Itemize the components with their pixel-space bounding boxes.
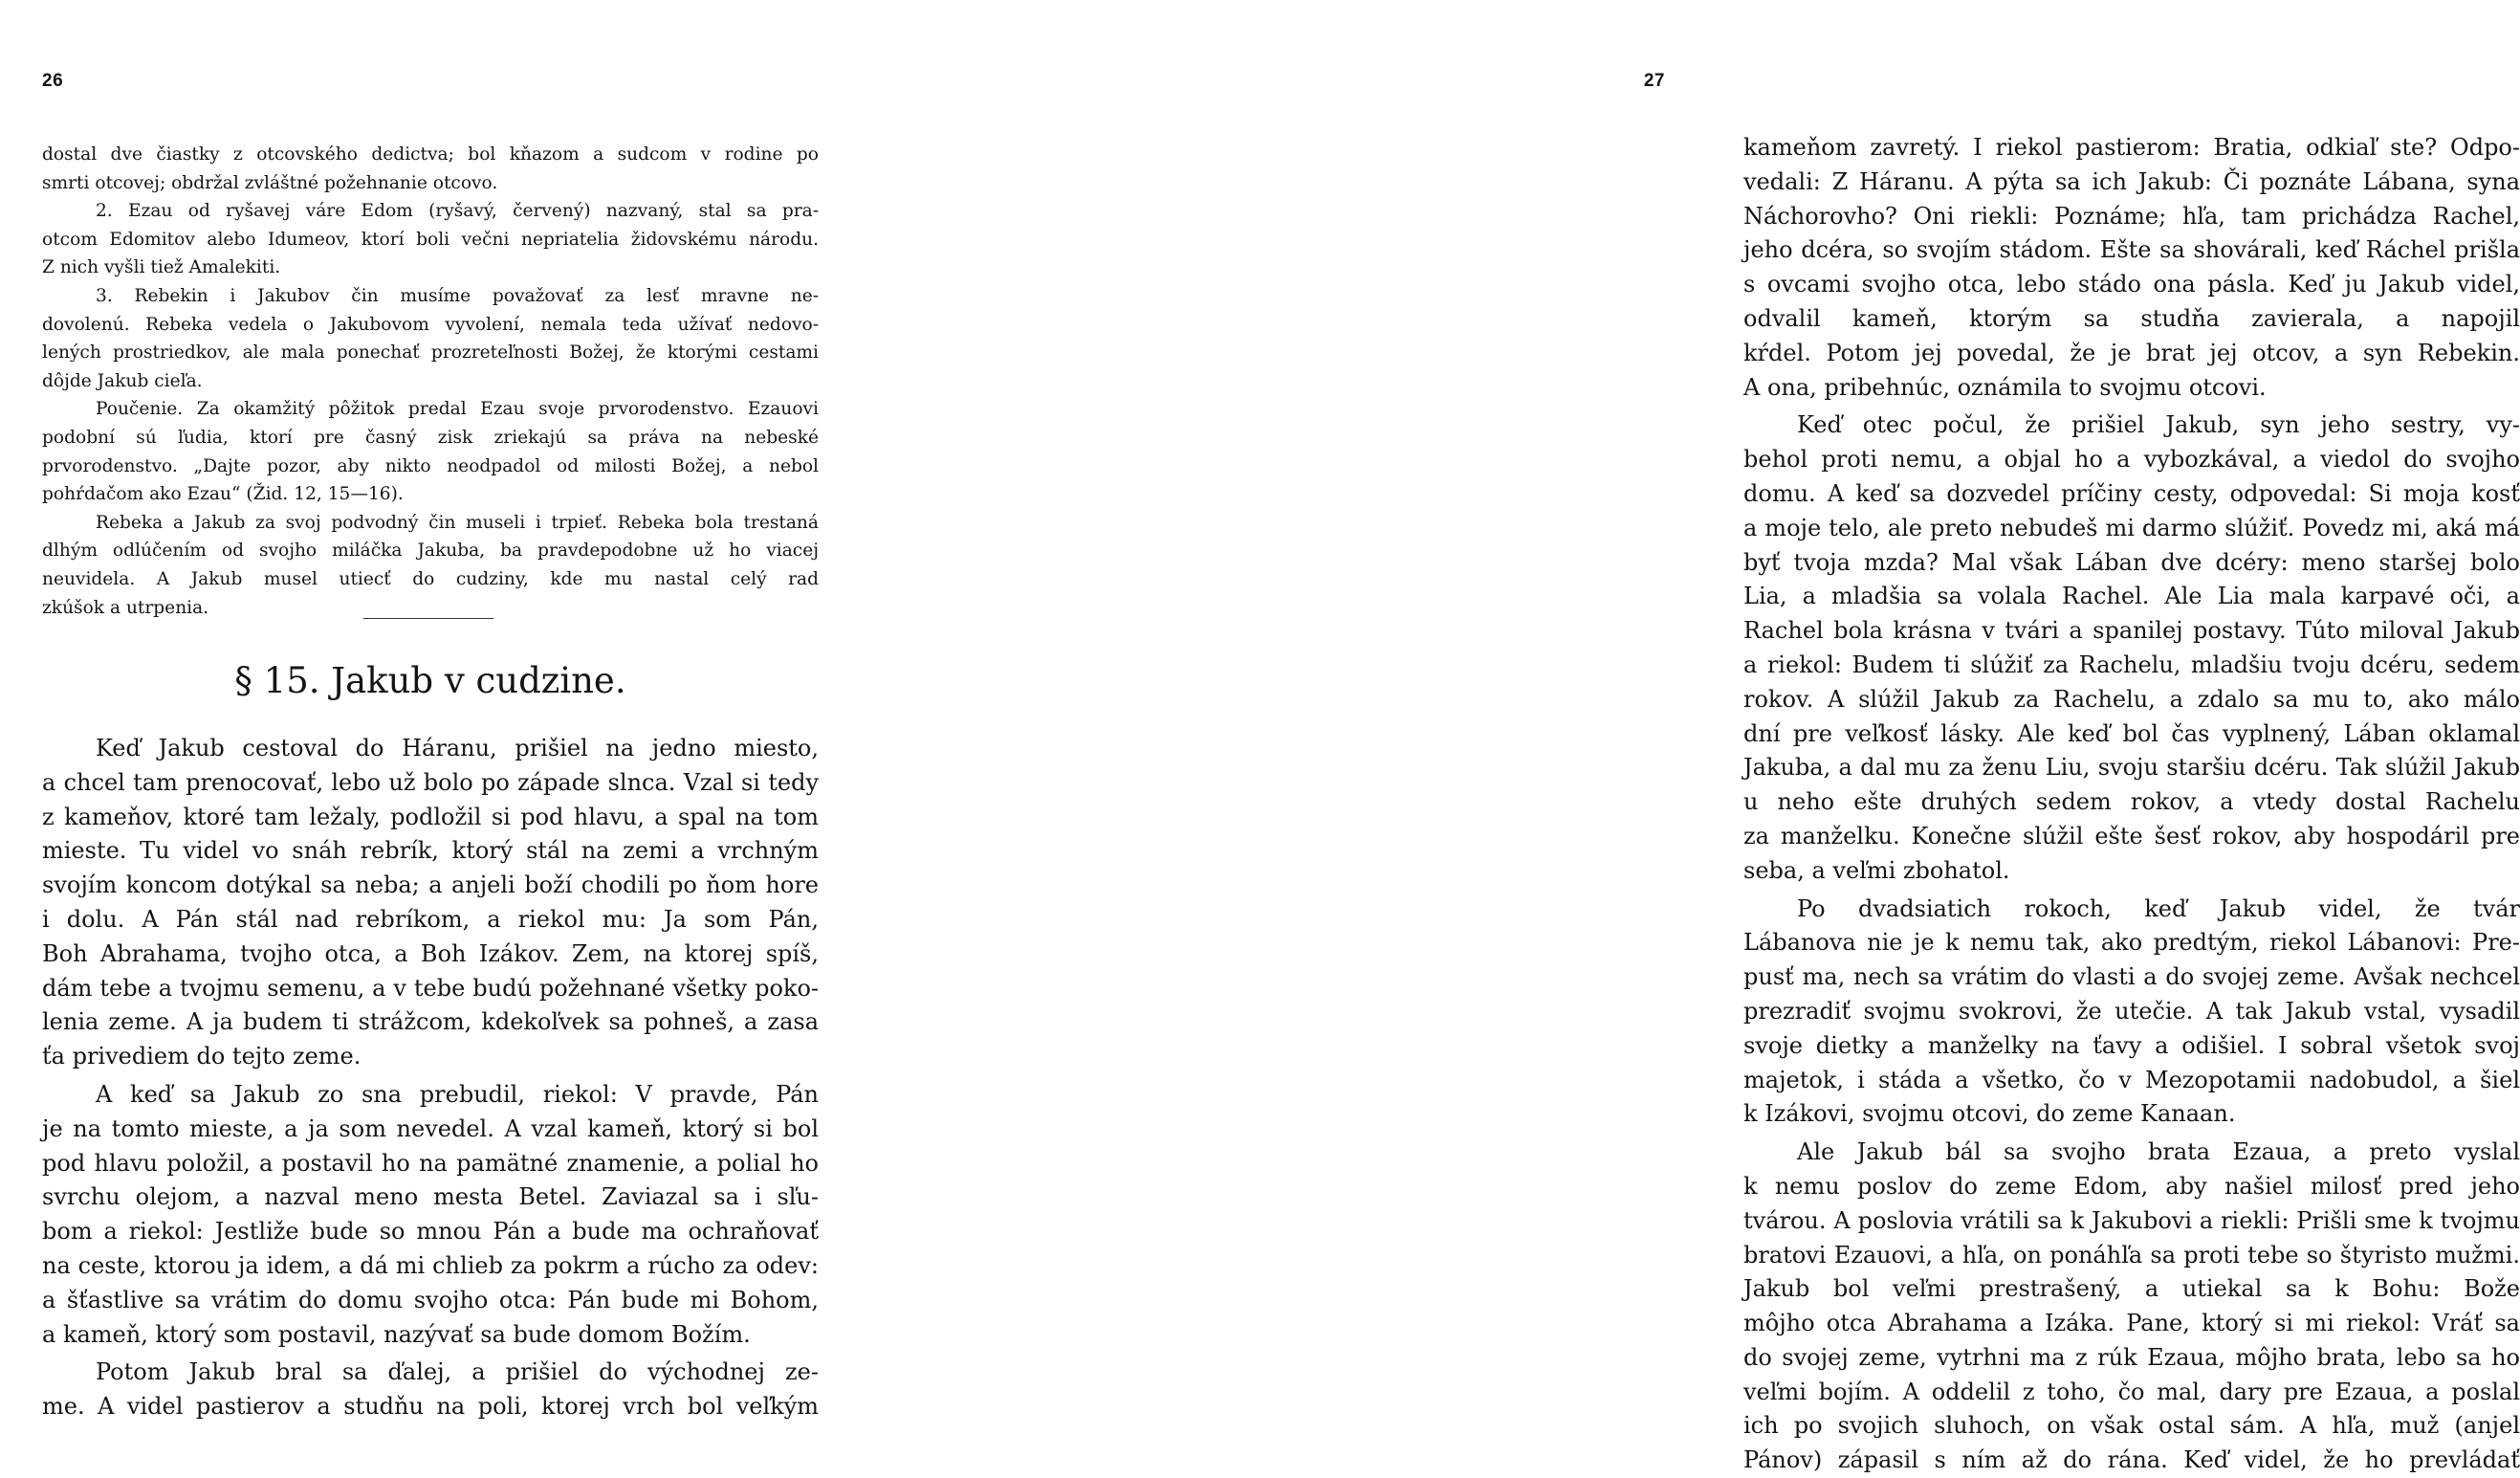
page-number-right: 27	[1643, 71, 1665, 91]
body-line: A ona, pribehnúc, oznámila to svojmu otcovi.	[1743, 373, 2267, 401]
note-line: 3. Rebekin i Jakubov čin musíme považovať za lesť mravne ne-	[96, 285, 819, 306]
body-line: a chcel tam prenocovať, lebo už bolo po západe slnca. Vzal si tedy	[42, 768, 819, 796]
body-line: svoje dietky a manželky na ťavy a odišiel. I sobral všetok svoj	[1743, 1031, 2520, 1059]
body-line: kameňom zavretý. I riekol pastierom: Bratia, odkiaľ ste? Odpo-	[1743, 134, 2520, 161]
body-line: odvalil kameň, ktorým sa studňa zavierala, a napojil	[1743, 304, 2520, 332]
right-page	[850, 0, 2520, 1474]
body-line: tvárou. A poslovia vrátili sa k Jakubovi a riekli: Prišli sme k tvojmu	[1743, 1206, 2520, 1234]
left-page	[0, 0, 850, 1435]
footnotes-section	[42, 141, 819, 622]
body-line: Jakub bol veľmi prestrašený, a utiekal sa k Bohu: Bože	[1743, 1275, 2520, 1303]
note-line: Rebeka a Jakub za svoj podvodný čin museli i trpieť. Rebeka bola trestaná	[96, 512, 819, 533]
body-line: do svojej zeme, vytrhni ma z rúk Ezaua, môjho brata, lebo sa ho	[1743, 1343, 2520, 1371]
body-line: svojím koncom dotýkal sa neba; a anjeli boží chodili po ňom hore	[42, 871, 819, 899]
page-number-left: 26	[42, 71, 64, 91]
section-divider	[363, 618, 493, 619]
body-line: Rachel bola krásna v tvári a spanilej postavy. Túto miloval Jakub	[1743, 617, 2520, 645]
body-line: z kameňov, ktoré tam ležaly, podložil si pod hlavu, a spal na tom	[42, 803, 819, 830]
body-line: Lia, a mladšia sa volala Rachel. Ale Lia mala karpavé oči, a	[1743, 583, 2520, 610]
body-line: byť tvoja mzda? Mal však Lában dve dcéry: meno staršej bolo	[1743, 548, 2520, 576]
body-text-left	[42, 732, 819, 1424]
body-line: Ale Jakub bál sa svojho brata Ezaua, a preto vyslal	[1797, 1138, 2520, 1166]
body-line: je na tomto mieste, a ja som nevedel. A vzal kameň, ktorý si bol	[42, 1114, 819, 1142]
body-line: domu. A keď sa dozvedel príčiny cesty, odpovedal: Si moja kosť	[1743, 479, 2520, 507]
body-line: ťa privediem do tejto zeme.	[42, 1043, 362, 1070]
body-line: a kameň, ktorý som postavil, nazývať sa bude domom Božím.	[42, 1320, 751, 1348]
body-line: svrchu olejom, a nazval meno mesta Betel. Zaviazal sa i sľu-	[42, 1183, 819, 1211]
body-line: rokov. A slúžil Jakub za Rachelu, a zdalo sa mu to, ako málo	[1743, 685, 2520, 713]
body-line: k Izákovi, svojmu otcovi, do zeme Kanaan.	[1743, 1100, 2236, 1128]
note-line: neuvidela. A Jakub musel utiecť do cudziny, kde mu nastal celý rad	[42, 568, 819, 589]
body-line: a riekol: Budem ti slúžiť za Rachelu, mladšiu tvoju dcéru, sedem	[1743, 651, 2520, 678]
body-line: pusť ma, nech sa vrátim do vlasti a do svojej zeme. Avšak nechcel	[1743, 963, 2520, 991]
note-line: 2. Ezau od ryšavej váre Edom (ryšavý, červený) nazvaný, stal sa pra-	[96, 201, 819, 222]
note-line: prvorodenstvo. „Dajte pozor, aby nikto neodpadol od milosti Božej, a nebol	[42, 455, 819, 476]
body-line: veľmi bojím. A oddelil z toho, čo mal, dary pre Ezaua, a poslal	[1743, 1378, 2520, 1405]
note-line: pohŕdačom ako Ezau“ (Žid. 12, 15—16).	[42, 484, 404, 505]
note-line: Poučenie. Za okamžitý pôžitok predal Ezau svoje prvorodenstvo. Ezauovi	[96, 399, 819, 420]
note-line: otcom Edomitov alebo Idumeov, ktorí boli večni nepriatelia židovskému národu.	[42, 229, 819, 250]
body-line: a moje telo, ale preto nebudeš mi darmo slúžiť. Povedz mi, aká má	[1743, 514, 2520, 541]
body-line: s ovcami svojho otca, lebo stádo ona pásla. Keď ju Jakub videl,	[1743, 271, 2520, 298]
note-line: dôjde Jakub cieľa.	[42, 370, 203, 391]
note-line: podobní sú ľudia, ktorí pre časný zisk zriekajú sa práva na nebeské	[42, 427, 819, 448]
body-line: jeho dcéra, so svojím stádom. Ešte sa shovárali, keď Ráchel prišla	[1743, 236, 2520, 264]
body-line: me. A videl pastierov a studňu na poli, ktorej vrch bol veľkým	[42, 1393, 819, 1421]
note-line: dostal dve čiastky z otcovského dedictva; bol kňazom a sudcom v rodine po	[42, 144, 819, 165]
body-line: pod hlavu položil, a postavil ho na pamätné znamenie, a polial ho	[42, 1149, 819, 1177]
note-line: Z nich vyšli tiež Amalekiti.	[42, 257, 281, 278]
body-line: Keď otec počul, že prišiel Jakub, syn jeho sestry, vy-	[1797, 411, 2520, 439]
body-line: A keď sa Jakub zo sna prebudil, riekol: V pravde, Pán	[96, 1080, 819, 1108]
body-line: bom a riekol: Jestliže bude so mnou Pán a bude ma ochraňovať	[42, 1218, 819, 1246]
body-line: Potom Jakub bral sa ďalej, a prišiel do východnej ze-	[96, 1358, 819, 1386]
note-line: lených prostriedkov, ale mala ponechať prozreteľnosti Božej, že ktorými cestami	[42, 342, 819, 364]
body-line: u neho ešte druhých sedem rokov, a vtedy dostal Rachelu	[1743, 788, 2520, 816]
body-line: vedali: Z Háranu. A pýta sa ich Jakub: Či poznáte Lábana, syna	[1743, 167, 2520, 195]
body-text-right	[1743, 131, 2520, 1478]
body-line: Pánov) zápasil s ním až do rána. Keď videl, že ho prevládať	[1743, 1446, 2520, 1474]
body-line: Náchorovho? Oni riekli: Poznáme; hľa, tam prichádza Rachel,	[1743, 202, 2520, 230]
body-line: prezradiť svojmu svokrovi, že utečie. A tak Jakub vstal, vysadil	[1743, 997, 2520, 1025]
note-line: smrti otcovej; obdržal zvláštné požehnanie otcovo.	[42, 172, 498, 193]
body-line: behol proti nemu, a objal ho a vybozkával, a viedol do svojho	[1743, 446, 2520, 474]
body-line: bratovi Ezauovi, a hľa, on ponáhľa sa proti tebe so štyristo mužmi.	[1743, 1241, 2520, 1268]
body-line: lenia zeme. A ja budem ti strážcom, kdekoľvek sa pohneš, a zasa	[42, 1008, 819, 1036]
note-line: zkúšok a utrpenia.	[42, 597, 209, 618]
body-line: Keď Jakub cestoval do Háranu, prišiel na jedno miesto,	[96, 735, 819, 761]
body-line: Po dvadsiatich rokoch, keď Jakub videl, že tvár	[1797, 894, 2520, 922]
body-line: Lábanova nie je k nemu tak, ako predtým, riekol Lábanovi: Pre-	[1743, 929, 2520, 957]
note-line: dlhým odlúčením od svojho miláčka Jakuba, ba pravdepodobne už ho viacej	[42, 540, 819, 562]
body-line: a šťastlive sa vrátim do domu svojho otca: Pán bude mi Bohom,	[42, 1286, 819, 1313]
body-line: na ceste, ktorou ja idem, a dá mi chlieb za pokrm a rúcho za odev:	[42, 1251, 819, 1279]
body-line: seba, a veľmi zbohatol.	[1743, 856, 2010, 884]
note-line: dovolenú. Rebeka vedela o Jakubovom vyvolení, nemala teda užívať nedovo-	[42, 314, 819, 335]
body-line: k nemu poslov do zeme Edom, aby našiel milosť pred jeho	[1743, 1172, 2520, 1200]
body-line: kŕdel. Potom jej povedal, že je brat jej otcov, a syn Rebekin.	[1743, 339, 2520, 366]
body-line: za manželku. Konečne slúžil ešte šesť rokov, aby hospodáril pre	[1743, 822, 2520, 849]
body-line: Jakuba, a dal mu za ženu Liu, svoju staršiu dcéru. Tak slúžil Jakub	[1743, 754, 2520, 782]
body-line: môjho otca Abrahama a Izáka. Pane, ktorý si mi riekol: Vráť sa	[1743, 1310, 2520, 1337]
body-line: majetok, i stáda a všetko, čo v Mezopotamii nadobudol, a šiel	[1743, 1066, 2520, 1093]
body-line: i dolu. A Pán stál nad rebríkom, a riekol mu: Ja som Pán,	[42, 905, 819, 933]
body-line: ich po svojich sluhoch, on však ostal sám. A hľa, muž (anjel	[1743, 1412, 2520, 1440]
body-line: dní pre veľkosť lásky. Ale keď bol čas vyplnený, Lában oklamal	[1743, 719, 2520, 747]
body-line: dám tebe a tvojmu semenu, a v tebe budú požehnané všetky poko-	[42, 974, 819, 1002]
section-heading: § 15. Jakub v cudzine.	[234, 660, 626, 701]
body-line: mieste. Tu videl vo snáh rebrík, ktorý stál na zemi a vrchným	[42, 837, 819, 865]
body-line: Boh Abrahama, tvojho otca, a Boh Izákov. Zem, na ktorej spíš,	[42, 939, 819, 967]
